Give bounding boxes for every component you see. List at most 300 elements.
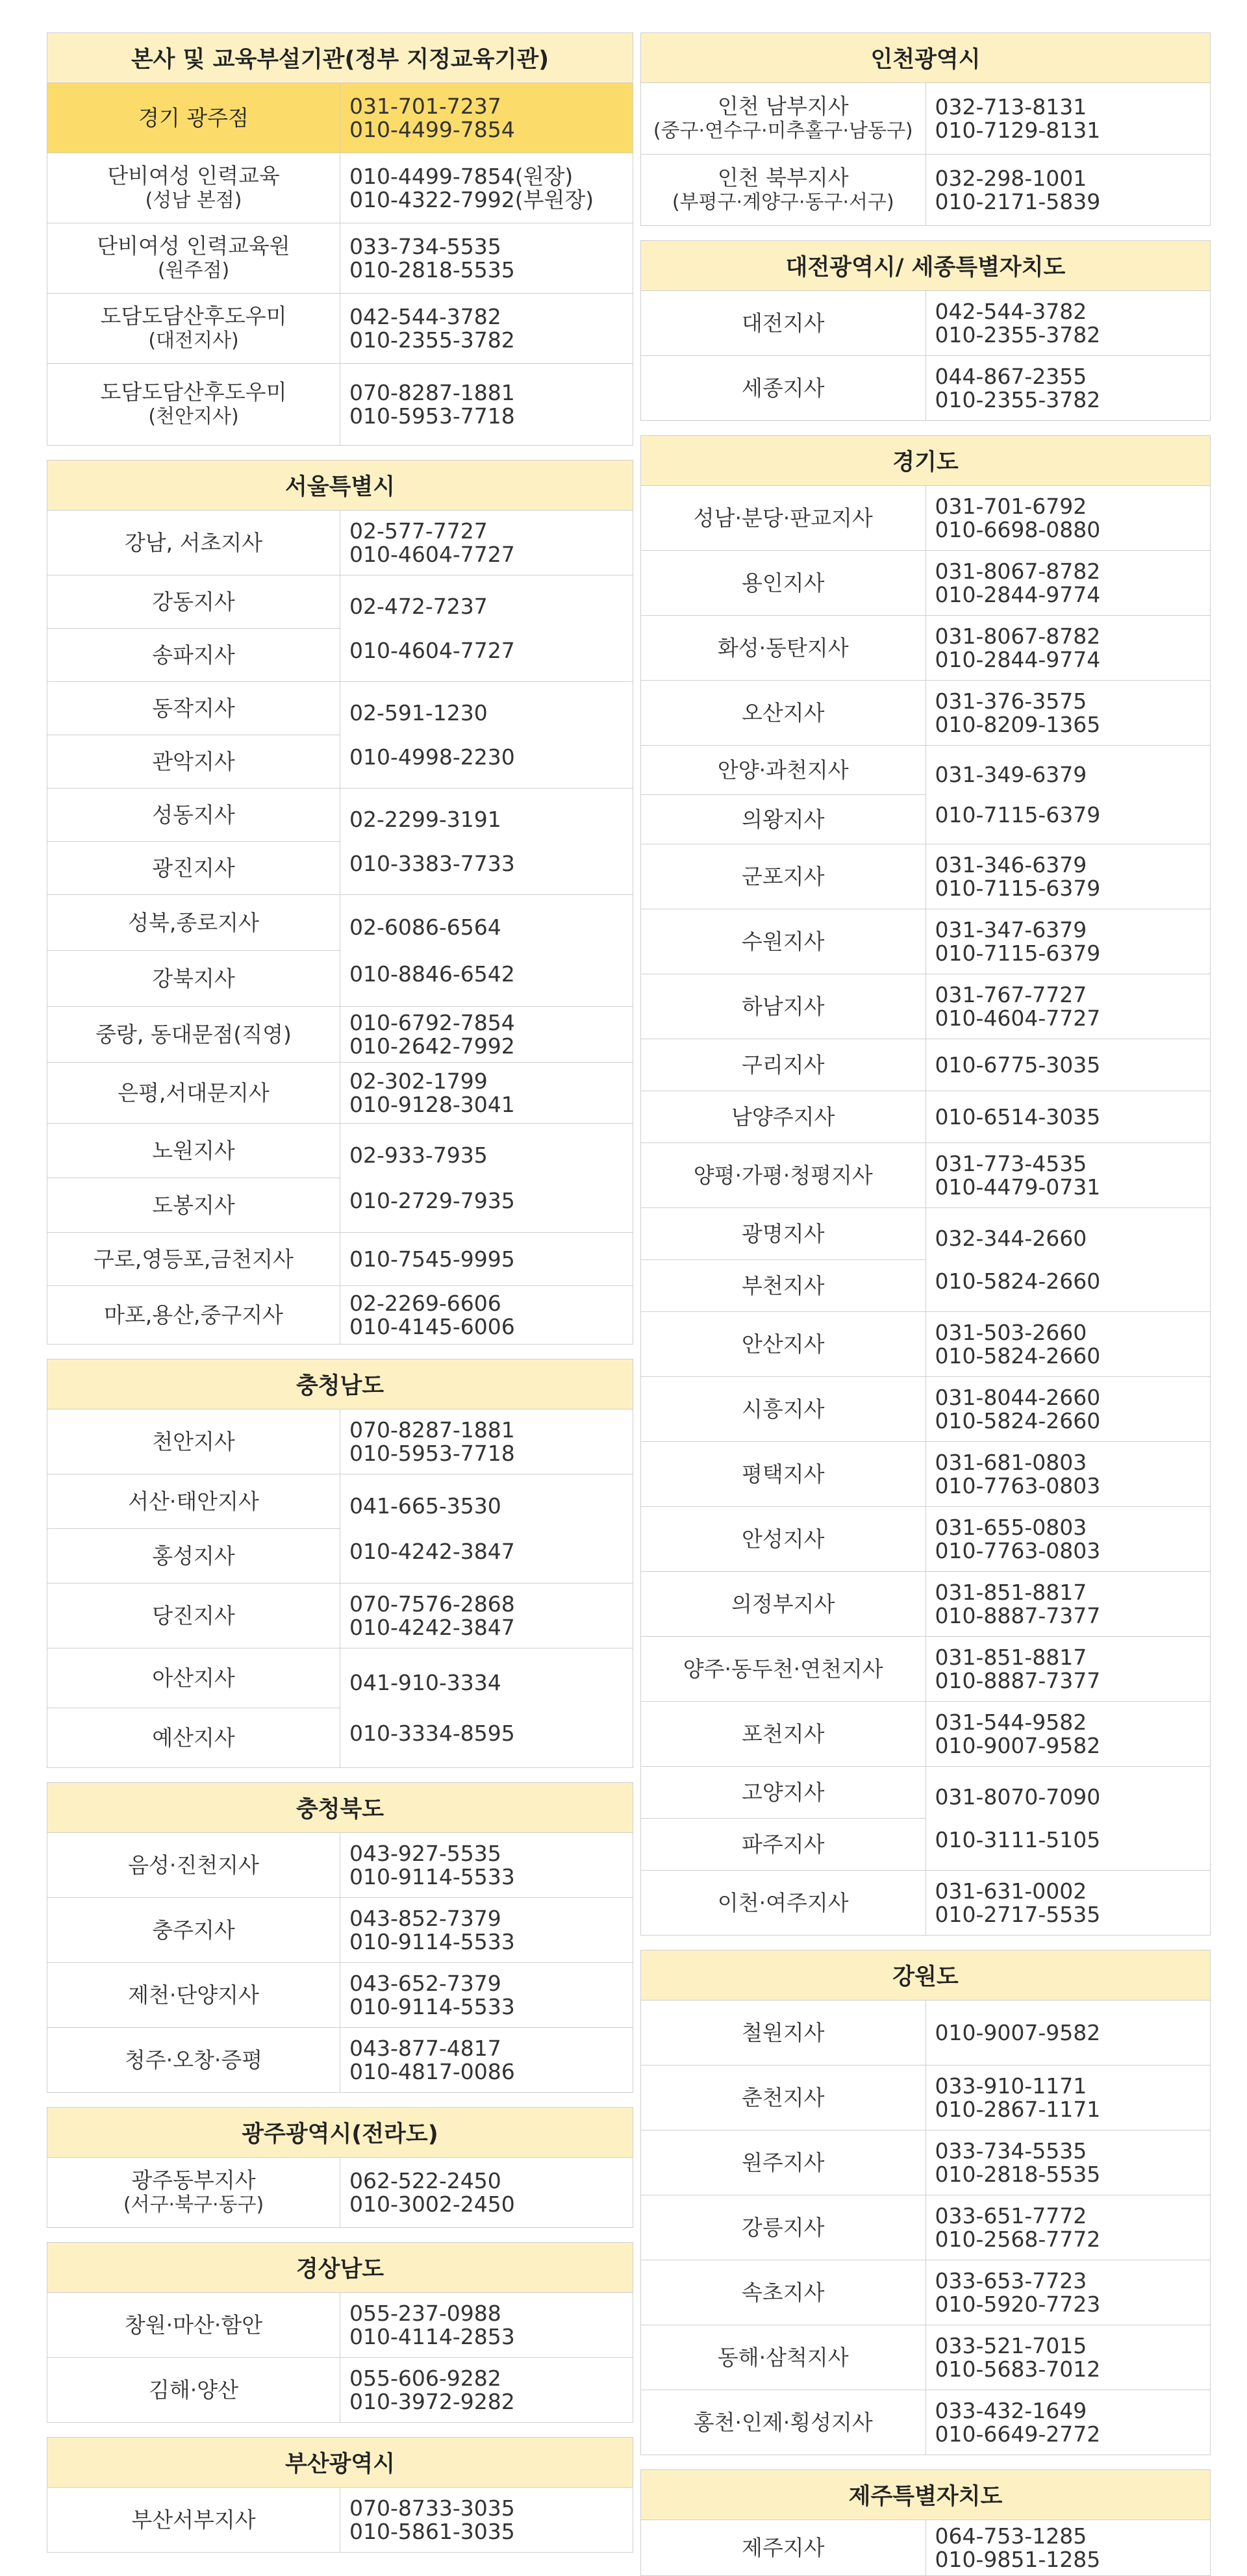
branch-row	[641, 83, 1211, 155]
branch-name	[47, 364, 340, 446]
region-title: 경상남도	[47, 2243, 633, 2293]
phone-numbers	[926, 1507, 1211, 1572]
branch-label: 인천 북부지사	[717, 164, 849, 190]
branch-row	[47, 1648, 633, 1708]
region-title: 충청북도	[47, 1783, 633, 1833]
phone-numbers	[340, 2293, 633, 2358]
branch-row	[641, 356, 1211, 421]
branch-name	[47, 789, 340, 842]
branch-label: 강동지사	[152, 588, 235, 614]
phone-numbers	[340, 2028, 633, 2093]
branch-label: 안양·과천지사	[717, 757, 849, 783]
phone-number: 010-4817-0086	[349, 2058, 515, 2084]
region-header-row	[47, 1359, 633, 1409]
branch-name	[47, 1409, 340, 1474]
branch-row	[47, 511, 633, 575]
branch-row	[641, 2130, 1211, 2195]
phone-number: 010-5824-2660	[935, 1268, 1101, 1294]
branch-name	[641, 2520, 926, 2576]
branch-label: 홍성지사	[152, 1543, 235, 1569]
phone-number: 010-5953-7718	[349, 1440, 515, 1466]
phone-number: 010-4114-2853	[349, 2323, 515, 2349]
branch-label: 김해·양산	[148, 2377, 238, 2403]
phone-number: 010-3383-7733	[349, 850, 515, 876]
branch-row	[641, 551, 1211, 616]
branch-label: 광명지사	[741, 1220, 825, 1246]
region-table	[640, 2469, 1211, 2576]
branch-label: 용인지사	[741, 570, 825, 596]
branch-row	[641, 909, 1211, 974]
phone-number: 033-651-7772	[935, 2203, 1087, 2229]
phone-number: 010-7129-8131	[935, 117, 1101, 143]
phone-number: 055-606-9282	[349, 2365, 501, 2391]
branch-label: 안산지사	[741, 1331, 825, 1357]
phone-numbers	[340, 789, 633, 895]
region-title: 부산광역시	[47, 2438, 633, 2488]
phone-number: 010-2867-1171	[935, 2096, 1101, 2122]
phone-number: 031-701-7237	[349, 93, 501, 119]
branch-label: 이천·여주지사	[717, 1889, 849, 1915]
branch-name	[47, 842, 340, 895]
branch-label: 은평,서대문지사	[118, 1080, 270, 1105]
phone-number: 010-2355-3782	[935, 386, 1101, 412]
section-spacer	[47, 446, 633, 460]
phone-number: 031-503-2660	[935, 1319, 1087, 1345]
phone-number: 010-7763-0803	[935, 1537, 1101, 1563]
phone-numbers	[926, 1377, 1211, 1442]
phone-numbers	[926, 2520, 1211, 2576]
branch-row	[47, 1474, 633, 1529]
phone-numbers	[340, 1233, 633, 1286]
branch-row	[47, 1007, 633, 1063]
region-header-row	[47, 2108, 633, 2158]
phone-number: 032-713-8131	[935, 94, 1087, 120]
phone-number: 010-2171-5839	[935, 188, 1101, 214]
branch-name	[641, 356, 926, 421]
branch-name	[641, 2065, 926, 2130]
branch-label: 청주·오창·증평	[124, 2047, 263, 2073]
phone-number: 033-432-1649	[935, 2397, 1087, 2423]
branch-area: (서구·북구·동구)	[123, 2193, 264, 2216]
branch-label: 시흥지사	[741, 1396, 825, 1422]
branch-row	[47, 1124, 633, 1178]
phone-numbers	[926, 909, 1211, 974]
branch-row	[641, 1039, 1211, 1091]
phone-number: 010-2844-9774	[935, 646, 1101, 672]
branch-name	[641, 2130, 926, 2195]
region-title: 충청남도	[47, 1359, 633, 1409]
branch-row	[641, 291, 1211, 356]
branch-label: 고양지사	[741, 1779, 825, 1805]
branch-label: 단비여성 인력교육원	[97, 233, 290, 259]
branch-label: 군포지사	[741, 863, 825, 889]
branch-name	[47, 1007, 340, 1063]
branch-row	[47, 1584, 633, 1648]
region-table	[47, 2107, 633, 2228]
phone-number: 042-544-3782	[349, 303, 501, 329]
branch-name	[641, 2390, 926, 2455]
branch-name	[641, 1312, 926, 1377]
branch-row	[641, 1377, 1211, 1442]
phone-number: 032-344-2660	[935, 1225, 1087, 1251]
phone-numbers	[340, 2488, 633, 2553]
phone-numbers	[340, 223, 633, 294]
region-header-row	[641, 33, 1211, 83]
phone-number: 010-7115-6379	[935, 875, 1101, 901]
branch-row	[47, 1833, 633, 1898]
region-table	[47, 1782, 633, 2093]
section-spacer	[47, 2228, 633, 2242]
phone-number: 031-631-0002	[935, 1878, 1087, 1904]
branch-label: 예산지사	[152, 1724, 235, 1750]
region-title: 본사 및 교육부설기관(정부 지정교육기관)	[47, 33, 633, 83]
phone-number: 033-653-7723	[935, 2267, 1087, 2293]
branch-label: 도담도담산후도우미	[100, 379, 287, 405]
section-spacer	[640, 226, 1211, 240]
branch-name	[47, 2358, 340, 2423]
phone-numbers	[340, 895, 633, 1007]
branch-name	[47, 629, 340, 682]
phone-number: 010-2355-3782	[935, 322, 1101, 347]
branch-label: 홍천·인제·횡성지사	[693, 2409, 873, 2435]
phone-number: 043-927-5535	[349, 1840, 501, 1866]
phone-number: 02-2269-6606	[349, 1290, 501, 1316]
region-title: 인천광역시	[641, 33, 1211, 83]
phone-number: 010-4499-7854	[349, 116, 515, 142]
branch-name	[641, 1442, 926, 1507]
branch-area: (원주점)	[157, 259, 230, 282]
branch-name	[641, 1377, 926, 1442]
branch-label: 수원지사	[741, 928, 825, 954]
branch-label: 부천지사	[741, 1272, 825, 1298]
phone-numbers	[926, 83, 1211, 155]
branch-name	[47, 83, 340, 153]
branch-label: 서산·태안지사	[128, 1488, 259, 1514]
branch-row	[47, 294, 633, 364]
phone-numbers	[340, 1648, 633, 1768]
branch-name	[47, 1898, 340, 1963]
branch-name	[47, 2028, 340, 2093]
branch-row	[641, 155, 1211, 226]
region-header-row	[47, 2243, 633, 2293]
branch-name	[641, 1208, 926, 1260]
branch-name	[47, 895, 340, 951]
branch-name	[641, 1260, 926, 1312]
branch-name	[47, 735, 340, 789]
region-header-row	[641, 1951, 1211, 2001]
branch-label: 천안지사	[152, 1428, 235, 1454]
branch-label: 안성지사	[741, 1526, 825, 1552]
branch-name	[47, 682, 340, 735]
phone-numbers	[926, 616, 1211, 681]
branch-row	[47, 2028, 633, 2093]
phone-number: 010-4604-7727	[349, 637, 515, 663]
phone-number: 010-9007-9582	[935, 1732, 1101, 1758]
branch-row	[641, 1871, 1211, 1936]
phone-numbers	[926, 844, 1211, 909]
region-header-row	[641, 2470, 1211, 2520]
phone-number: 031-8070-7090	[935, 1784, 1101, 1810]
phone-numbers	[340, 575, 633, 682]
region-title: 강원도	[641, 1951, 1211, 2001]
region-title: 서울특별시	[47, 461, 633, 511]
branch-name	[641, 551, 926, 616]
branch-row	[641, 486, 1211, 551]
branch-row	[641, 844, 1211, 909]
branch-label: 춘천지사	[741, 2084, 825, 2110]
phone-number: 033-910-1171	[935, 2073, 1087, 2099]
branch-name	[47, 2158, 340, 2228]
branch-name	[47, 511, 340, 575]
branch-name	[641, 291, 926, 356]
phone-numbers	[340, 682, 633, 789]
phone-numbers	[340, 1409, 633, 1474]
branch-name	[47, 1233, 340, 1286]
branch-row	[641, 2195, 1211, 2260]
phone-number: 031-701-6792	[935, 493, 1087, 519]
phone-numbers	[340, 2158, 633, 2228]
branch-row	[641, 1312, 1211, 1377]
branch-label: 동작지사	[152, 695, 235, 721]
branch-row	[641, 2001, 1211, 2065]
phone-numbers	[926, 1871, 1211, 1936]
phone-number: 010-9114-5533	[349, 1993, 515, 2019]
phone-numbers	[926, 291, 1211, 356]
branch-name	[47, 575, 340, 629]
region-header-row	[47, 33, 633, 83]
region-header-row	[641, 436, 1211, 486]
branch-row	[47, 682, 633, 735]
branch-name	[641, 1091, 926, 1143]
phone-number: 043-652-7379	[349, 1970, 501, 1996]
branch-name	[47, 1529, 340, 1584]
branch-label: 속초지사	[741, 2279, 825, 2305]
branch-row	[641, 1572, 1211, 1637]
phone-numbers	[926, 1091, 1211, 1143]
phone-number: 010-9851-1285	[935, 2546, 1101, 2572]
phone-numbers	[926, 746, 1211, 844]
branch-label: 하남지사	[741, 993, 825, 1019]
branch-row	[641, 616, 1211, 681]
phone-number: 010-3972-9282	[349, 2388, 515, 2414]
phone-number: 02-302-1799	[349, 1068, 488, 1094]
branch-row	[47, 2293, 633, 2358]
phone-numbers	[340, 294, 633, 364]
phone-numbers	[926, 2195, 1211, 2260]
phone-numbers	[926, 356, 1211, 421]
phone-numbers	[926, 2130, 1211, 2195]
phone-number: 031-346-6379	[935, 852, 1087, 878]
right-column	[640, 32, 1211, 2576]
branch-label: 제천·단양지사	[128, 1982, 259, 2008]
branch-name	[47, 1063, 340, 1124]
phone-number: 010-2642-7992	[349, 1033, 515, 1059]
region-table	[640, 435, 1211, 1936]
phone-numbers	[926, 486, 1211, 551]
branch-row	[641, 1442, 1211, 1507]
region-table	[640, 32, 1211, 226]
phone-numbers	[340, 1584, 633, 1648]
phone-number: 02-2299-3191	[349, 806, 501, 832]
branch-label: 양주·동두천·연천지사	[683, 1656, 883, 1682]
region-header-row	[47, 1783, 633, 1833]
branch-label: 광진지사	[152, 855, 235, 881]
phone-number: 010-9114-5533	[349, 1928, 515, 1954]
phone-numbers	[340, 511, 633, 575]
branch-row	[641, 2065, 1211, 2130]
phone-numbers	[926, 155, 1211, 226]
phone-number: 010-2729-7935	[349, 1187, 515, 1213]
phone-number: 031-349-6379	[935, 761, 1087, 787]
branch-name	[641, 746, 926, 795]
branch-label: 충주지사	[152, 1917, 235, 1943]
branch-name	[641, 1767, 926, 1819]
branch-area: (성남 본점)	[145, 188, 242, 212]
branch-row	[47, 2358, 633, 2423]
branch-name	[47, 2293, 340, 2358]
branch-label: 음성·진천지사	[128, 1852, 259, 1878]
phone-number: 064-753-1285	[935, 2523, 1087, 2549]
phone-number: 033-521-7015	[935, 2332, 1087, 2358]
branch-row	[47, 2488, 633, 2553]
phone-numbers	[926, 1039, 1211, 1091]
branch-name	[47, 2488, 340, 2553]
branch-label: 성동지사	[152, 802, 235, 827]
branch-row	[641, 681, 1211, 746]
branch-name	[47, 1584, 340, 1648]
phone-number: 010-6792-7854	[349, 1009, 515, 1035]
branch-label: 포천지사	[741, 1721, 825, 1747]
phone-number: 010-2844-9774	[935, 581, 1101, 607]
phone-numbers	[926, 1208, 1211, 1312]
branch-label: 인천 남부지사	[717, 93, 849, 119]
phone-numbers	[340, 83, 633, 153]
region-table	[47, 2242, 633, 2423]
branch-name	[47, 1474, 340, 1529]
branch-name	[47, 294, 340, 364]
region-table	[47, 2437, 633, 2553]
branch-name	[641, 795, 926, 844]
phone-number: 041-910-3334	[349, 1669, 501, 1695]
phone-number: 031-681-0803	[935, 1449, 1087, 1475]
phone-number: 02-6086-6564	[349, 914, 501, 940]
phone-number: 070-8733-3035	[349, 2495, 515, 2521]
phone-number: 010-5824-2660	[935, 1408, 1101, 1433]
phone-number: 010-7115-6379	[935, 940, 1101, 966]
region-header-row	[47, 461, 633, 511]
phone-number: 010-3111-5105	[935, 1826, 1101, 1852]
phone-number: 031-851-8817	[935, 1579, 1087, 1605]
phone-number: 043-877-4817	[349, 2035, 501, 2061]
branch-area: (대전지사)	[148, 329, 239, 352]
section-spacer	[47, 1345, 633, 1359]
phone-number: 010-5824-2660	[935, 1343, 1101, 1369]
phone-number: 031-544-9582	[935, 1709, 1087, 1735]
phone-number: 02-472-7237	[349, 593, 488, 619]
phone-number: 033-734-5535	[349, 233, 501, 259]
phone-numbers	[340, 364, 633, 446]
region-title: 경기도	[641, 436, 1211, 486]
branch-name	[47, 1178, 340, 1233]
phone-number: 044-867-2355	[935, 363, 1087, 389]
phone-numbers	[926, 2260, 1211, 2325]
phone-number: 010-9114-5533	[349, 1863, 515, 1889]
branch-name	[641, 1507, 926, 1572]
branch-row	[47, 1286, 633, 1345]
branch-name	[47, 1833, 340, 1898]
branch-area: (중구·연수구·미추홀구·남동구)	[653, 119, 913, 142]
branch-label: 강릉지사	[741, 2214, 825, 2240]
branch-row	[641, 1507, 1211, 1572]
left-column	[47, 32, 633, 2553]
phone-number: 02-577-7727	[349, 518, 488, 544]
branch-name	[641, 486, 926, 551]
section-spacer	[640, 421, 1211, 435]
branch-name	[641, 681, 926, 746]
branch-label: 강북지사	[152, 965, 235, 991]
branch-label: 의왕지사	[741, 806, 825, 832]
phone-numbers	[926, 1442, 1211, 1507]
branch-area: (천안지사)	[148, 405, 239, 428]
phone-numbers	[340, 1286, 633, 1345]
branch-row	[641, 1767, 1211, 1819]
phone-numbers	[340, 2358, 633, 2423]
phone-number: 010-6649-2772	[935, 2421, 1101, 2447]
phone-number: 010-2818-5535	[935, 2161, 1101, 2187]
phone-numbers	[926, 1702, 1211, 1767]
phone-number: 031-8044-2660	[935, 1384, 1101, 1410]
phone-number: 010-4322-7992(부원장)	[349, 186, 594, 212]
phone-number: 070-8287-1881	[349, 1417, 515, 1443]
branch-name	[641, 2260, 926, 2325]
phone-number: 010-6514-3035	[935, 1104, 1101, 1130]
branch-row	[47, 575, 633, 629]
branch-label: 관악지사	[152, 748, 235, 774]
branch-label: 창원·마산·함안	[124, 2312, 263, 2338]
phone-number: 032-298-1001	[935, 165, 1087, 191]
phone-number: 010-7545-9995	[349, 1246, 515, 1272]
region-header-row	[641, 241, 1211, 291]
phone-numbers	[926, 2065, 1211, 2130]
phone-number: 010-7115-6379	[935, 802, 1101, 827]
phone-numbers	[926, 1572, 1211, 1637]
region-table	[47, 460, 633, 1345]
branch-row	[47, 364, 633, 446]
branch-label: 광주동부지사	[131, 2167, 256, 2193]
phone-number: 010-5861-3035	[349, 2518, 515, 2544]
phone-number: 010-7763-0803	[935, 1472, 1101, 1498]
phone-number: 010-6775-3035	[935, 1052, 1101, 1078]
phone-numbers	[926, 2390, 1211, 2455]
branch-label: 송파지사	[152, 642, 235, 668]
branch-row	[47, 1233, 633, 1286]
branch-row	[641, 1702, 1211, 1767]
section-spacer	[47, 1768, 633, 1782]
branch-label: 강남, 서초지사	[124, 529, 263, 555]
branch-label: 구로,영등포,금천지사	[94, 1246, 294, 1272]
branch-name	[641, 155, 926, 226]
branch-label: 노원지사	[152, 1137, 235, 1163]
phone-number: 010-2717-5535	[935, 1901, 1101, 1927]
branch-row	[47, 2158, 633, 2228]
phone-number: 031-8067-8782	[935, 623, 1101, 649]
region-table	[640, 240, 1211, 421]
phone-number: 010-2568-7772	[935, 2226, 1101, 2252]
phone-numbers	[926, 1143, 1211, 1208]
branch-row	[641, 2520, 1211, 2576]
branch-label: 도담도담산후도우미	[100, 303, 287, 329]
phone-number: 010-9007-9582	[935, 2019, 1101, 2045]
